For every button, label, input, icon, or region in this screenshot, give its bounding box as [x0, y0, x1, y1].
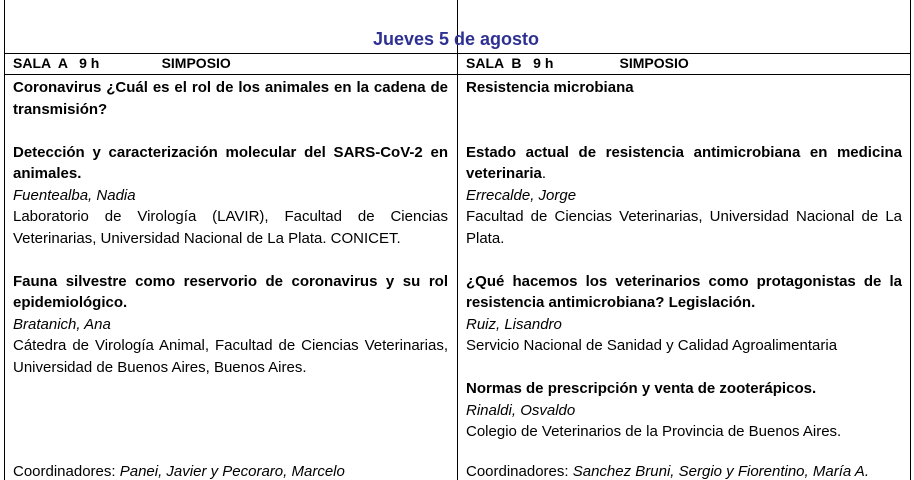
sala-a-coordinators: [13, 463, 345, 480]
coordinators-label: Coordinadores:: [13, 463, 120, 480]
coordinators-names: Panei, Javier y Pecoraro, Marcelo: [119, 463, 345, 480]
sala-b-column: [466, 77, 902, 464]
talk-affiliation: Colegio de Veterinarios de la Provincia de Buenos Aires.: [466, 423, 842, 440]
talk-title-suffix: .: [541, 165, 547, 182]
talk-title: Detección y caracterización molecular del SARS-CoV-2 en animales.: [13, 143, 448, 182]
sala-b-topic: Resistencia microbiana: [466, 79, 634, 96]
talk-title: ¿Qué hacemos los veterinarios como protagonistas de la resistencia antimicrobiana? Legislación.: [466, 272, 902, 311]
sala-a-column: [13, 77, 448, 400]
talk-affiliation: Facultad de Ciencias Veterinarias, Universidad Nacional de La Plata.: [466, 208, 902, 247]
talk-affiliation: Cátedra de Virología Animal, Facultad de Ciencias Veterinarias, Universidad de Buenos Aires, Buenos Aires.: [13, 337, 448, 376]
header-top-line: [4, 53, 911, 54]
column-divider: [457, 0, 458, 480]
coordinators-names: Sanchez Bruni, Sergio y Fiorentino, María A.: [572, 463, 869, 480]
table-border-left: [4, 0, 5, 480]
talk-title: Fauna silvestre como reservorio de coronavirus y su rol epidemiológico.: [13, 272, 448, 311]
talk-speaker: Errecalde, Jorge: [466, 186, 577, 204]
talk-title: Estado actual de resistencia antimicrobiana en medicina veterinaria: [466, 143, 902, 182]
date-title: Jueves 5 de agosto: [372, 29, 540, 49]
table-border-right: [910, 0, 911, 480]
talk-title-line: [466, 142, 902, 185]
talk-affiliation: Laboratorio de Virología (LAVIR), Facultad de Ciencias Veterinarias, Universidad Nacional de La Plata. CONICET.: [13, 208, 448, 247]
talk-item: [466, 378, 902, 443]
sala-b-coordinators: [466, 463, 869, 480]
talk-speaker: Fuentealba, Nadia: [13, 186, 136, 204]
header-bottom-line: [4, 74, 911, 75]
sala-a-header: SALA A 9 h SIMPOSIO: [13, 55, 231, 71]
talk-speaker: Ruiz, Lisandro: [466, 315, 562, 333]
talk-title: Normas de prescripción y venta de zooterápicos.: [466, 380, 817, 397]
coordinators-label: Coordinadores:: [466, 463, 573, 480]
sala-a-topic: Coronavirus ¿Cuál es el rol de los animales en la cadena de transmisión?: [13, 79, 448, 118]
sala-b-header: SALA B 9 h SIMPOSIO: [466, 55, 689, 71]
talk-speaker: Bratanich, Ana: [13, 315, 111, 333]
talk-item: [466, 271, 902, 357]
talk-affiliation: Servicio Nacional de Sanidad y Calidad Agroalimentaria: [466, 337, 838, 354]
talk-item: [13, 271, 448, 379]
talk-item: [466, 142, 902, 250]
talk-speaker: Rinaldi, Osvaldo: [466, 401, 576, 419]
talk-item: [13, 142, 448, 250]
